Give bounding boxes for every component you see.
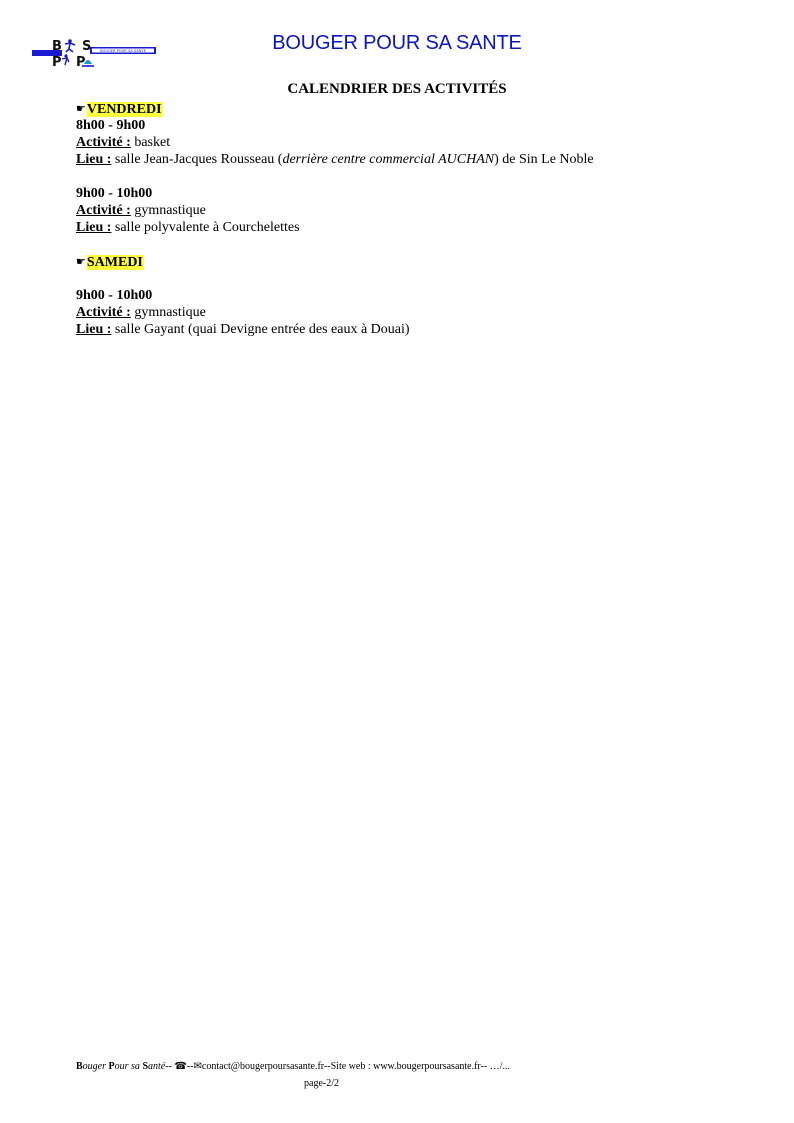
place-value: salle Gayant (quai Devigne entrée des eaux à Douai) xyxy=(114,322,410,337)
footer-brand: Bouger Pour sa Santé xyxy=(76,1061,166,1072)
document-title: CALENDRIER DES ACTIVITÉS xyxy=(287,81,507,97)
session-place xyxy=(76,219,756,236)
session-activity xyxy=(76,304,756,321)
session-place xyxy=(76,151,756,168)
session-time: 8h00 - 9h00 xyxy=(76,118,146,133)
place-label: Lieu : xyxy=(76,152,112,167)
day-heading-saturday xyxy=(76,253,756,270)
envelope-icon: ✉ xyxy=(193,1061,202,1072)
pointing-hand-icon: ☛ xyxy=(76,102,86,115)
day-heading-friday xyxy=(76,100,756,117)
activity-value: gymnastique xyxy=(134,203,206,218)
logo-letter-p1: P xyxy=(52,55,62,70)
footer-email: contact@bougerpoursasante.fr xyxy=(201,1061,324,1072)
footer-separator: -- xyxy=(165,1061,175,1072)
session-activity xyxy=(76,202,756,219)
header-title: BOUGER POUR SA SANTE xyxy=(272,32,522,54)
day-name: SAMEDI xyxy=(86,255,143,270)
footer-separator: -- xyxy=(186,1061,194,1072)
place-label: Lieu : xyxy=(76,220,112,235)
activity-label: Activité : xyxy=(76,203,131,218)
day-name: VENDREDI xyxy=(86,102,162,117)
activity-label: Activité : xyxy=(76,135,131,150)
place-label: Lieu : xyxy=(76,322,112,337)
session-activity xyxy=(76,134,756,151)
phone-icon: ☎ xyxy=(174,1061,187,1072)
activity-label: Activité : xyxy=(76,305,131,320)
place-value-suffix: ) de Sin Le Noble xyxy=(494,152,594,167)
footer-contact xyxy=(76,1060,510,1074)
logo-banner: BOUGER POUR SA SANTE xyxy=(100,49,146,53)
session-time: 9h00 - 10h00 xyxy=(76,186,153,201)
place-value-prefix: salle Jean-Jacques Rousseau ( xyxy=(114,152,283,167)
session-place xyxy=(76,321,756,338)
page-number: page-2/2 xyxy=(304,1078,339,1089)
footer-site: --Site web : www.bougerpoursasante.fr-- …/... xyxy=(323,1061,510,1072)
session-time: 9h00 - 10h00 xyxy=(76,288,153,303)
logo-letter-s: S xyxy=(82,39,92,54)
logo-letter-p2: P xyxy=(76,55,86,70)
pointing-hand-icon: ☛ xyxy=(76,255,86,268)
activity-value: gymnastique xyxy=(134,305,206,320)
activity-value: basket xyxy=(134,135,171,150)
activity-calendar xyxy=(76,100,756,338)
logo-letter-b: B xyxy=(52,39,62,54)
place-value-italic: derrière centre commercial AUCHAN xyxy=(282,152,495,167)
place-value: salle polyvalente à Courchelettes xyxy=(114,220,300,235)
